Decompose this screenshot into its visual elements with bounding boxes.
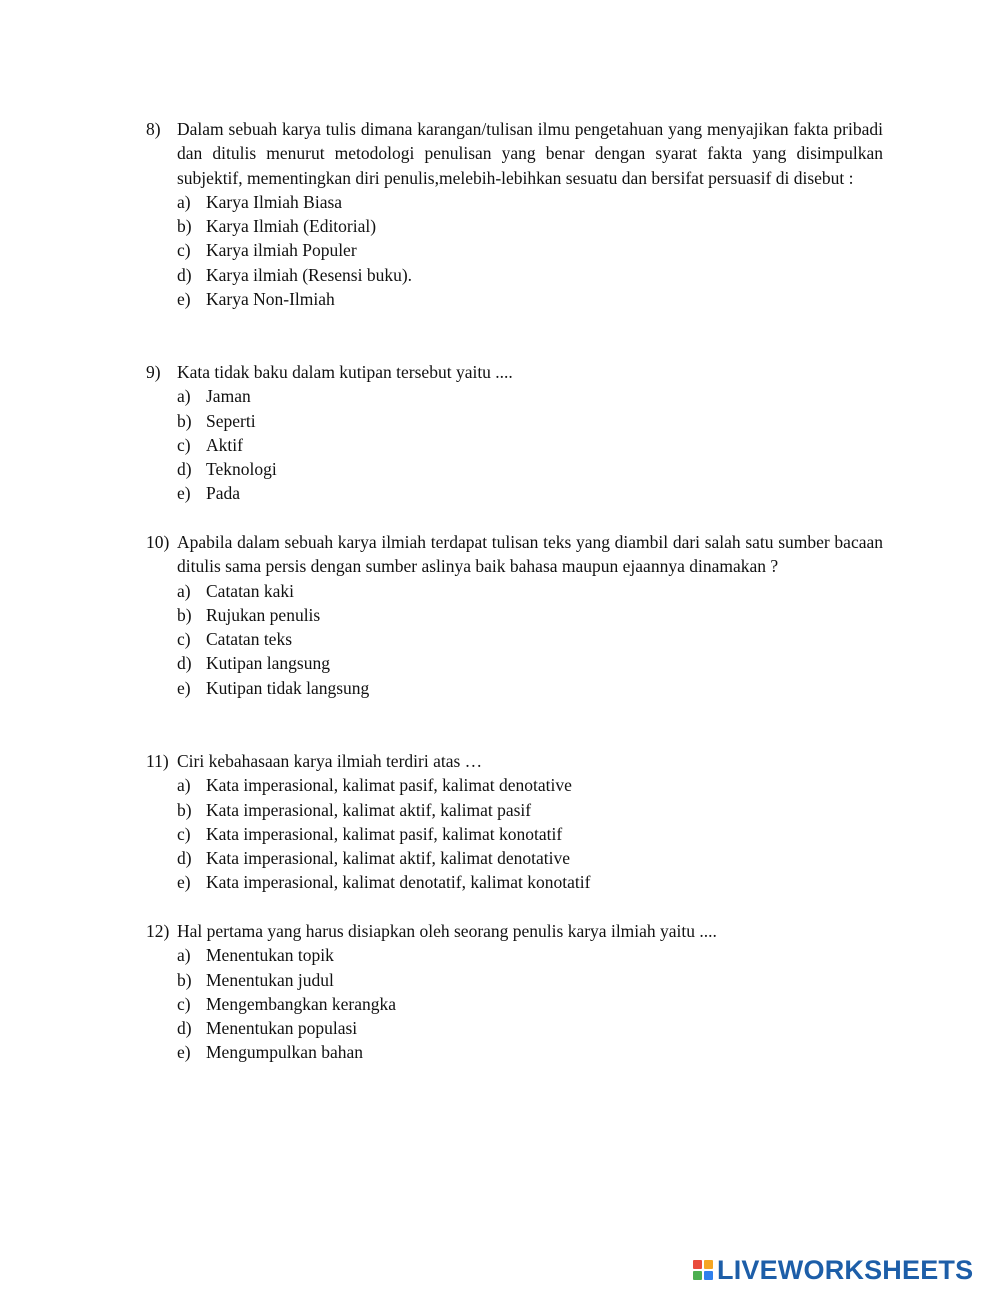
logo-block-red (693, 1260, 702, 1269)
question-text: Kata tidak baku dalam kutipan tersebut yaitu .... (177, 362, 513, 382)
option-a[interactable] (177, 579, 883, 603)
option-text: Karya Ilmiah (Editorial) (206, 216, 377, 237)
question-9 (146, 360, 883, 506)
question-number: 11) (146, 751, 169, 771)
question-number: 10) (146, 532, 170, 552)
liveworksheets-logo (693, 1255, 973, 1285)
option-b[interactable] (177, 968, 883, 992)
option-e[interactable] (177, 676, 883, 700)
option-text: Mengumpulkan bahan (206, 1042, 363, 1063)
option-letter: e) (177, 483, 191, 504)
option-letter: e) (177, 872, 191, 893)
logo-block-green (693, 1271, 702, 1280)
option-letter: e) (177, 1042, 191, 1063)
option-text: Karya ilmiah Populer (206, 240, 357, 261)
question-number: 8) (146, 119, 161, 139)
option-letter: b) (177, 410, 192, 431)
option-text: Rujukan penulis (206, 604, 321, 625)
option-letter: d) (177, 459, 192, 480)
question-text: Dalam sebuah karya tulis dimana karangan/tulisan ilmu pengetahuan yang menyajikan fakta pribadi dan ditulis menurut metodologi penulisan yang benar dengan syarat fakta yang disimpulkan subjektif, mementingkan diri penulis,melebih-lebihkan sesuatu dan bersifat persuasif di disebut : (177, 119, 883, 188)
option-letter: c) (177, 993, 191, 1014)
question-10 (146, 530, 883, 700)
question-text: Ciri kebahasaan karya ilmiah terdiri atas … (177, 751, 483, 771)
option-letter: d) (177, 264, 192, 285)
logo-block-blue (704, 1271, 713, 1280)
option-e[interactable] (177, 870, 883, 894)
question-8 (146, 117, 883, 311)
option-c[interactable] (177, 627, 883, 651)
question-number: 9) (146, 362, 161, 382)
option-d[interactable] (177, 651, 883, 675)
option-letter: d) (177, 848, 192, 869)
option-list (177, 384, 883, 505)
option-text: Karya Ilmiah Biasa (206, 191, 343, 212)
option-letter: b) (177, 216, 192, 237)
option-text: Menentukan populasi (206, 1018, 358, 1039)
option-letter: c) (177, 240, 191, 261)
option-text: Menentukan topik (206, 945, 334, 966)
option-list (177, 773, 883, 894)
option-e[interactable] (177, 481, 883, 505)
option-a[interactable] (177, 773, 883, 797)
option-letter: b) (177, 969, 192, 990)
option-letter: d) (177, 1018, 192, 1039)
option-letter: a) (177, 945, 191, 966)
option-letter: a) (177, 191, 191, 212)
option-text: Kata imperasional, kalimat denotatif, kalimat konotatif (206, 872, 591, 893)
option-c[interactable] (177, 433, 883, 457)
option-d[interactable] (177, 846, 883, 870)
option-text: Jaman (206, 386, 251, 407)
option-c[interactable] (177, 822, 883, 846)
option-d[interactable] (177, 1016, 883, 1040)
logo-text: LIVEWORKSHEETS (717, 1255, 974, 1285)
option-text: Kata imperasional, kalimat aktif, kalimat pasif (206, 799, 532, 820)
question-text: Hal pertama yang harus disiapkan oleh seorang penulis karya ilmiah yaitu .... (177, 921, 717, 941)
option-letter: e) (177, 289, 191, 310)
option-letter: c) (177, 823, 191, 844)
option-text: Aktif (206, 434, 243, 455)
option-list (177, 943, 883, 1064)
option-b[interactable] (177, 409, 883, 433)
option-letter: c) (177, 434, 191, 455)
option-b[interactable] (177, 798, 883, 822)
logo-block-orange (704, 1260, 713, 1269)
option-d[interactable] (177, 457, 883, 481)
option-letter: a) (177, 386, 191, 407)
option-letter: a) (177, 775, 191, 796)
option-b[interactable] (177, 214, 883, 238)
option-text: Pada (206, 483, 241, 504)
option-letter: c) (177, 629, 191, 650)
option-letter: a) (177, 580, 191, 601)
option-a[interactable] (177, 384, 883, 408)
option-text: Kutipan tidak langsung (206, 677, 370, 698)
option-letter: d) (177, 653, 192, 674)
option-text: Seperti (206, 410, 256, 431)
option-letter: b) (177, 799, 192, 820)
option-text: Teknologi (206, 459, 277, 480)
option-text: Mengembangkan kerangka (206, 993, 396, 1014)
option-b[interactable] (177, 603, 883, 627)
question-11 (146, 749, 883, 895)
option-e[interactable] (177, 287, 883, 311)
option-letter: e) (177, 677, 191, 698)
question-text: Apabila dalam sebuah karya ilmiah terdapat tulisan teks yang diambil dari salah satu sumber bacaan ditulis sama persis dengan sumber aslinya baik bahasa maupun ejaannya dinamakan ? (177, 532, 883, 577)
option-text: Karya ilmiah (Resensi buku). (206, 264, 413, 285)
option-text: Catatan teks (206, 629, 293, 650)
option-text: Kutipan langsung (206, 653, 330, 674)
option-a[interactable] (177, 190, 883, 214)
option-c[interactable] (177, 992, 883, 1016)
option-text: Kata imperasional, kalimat pasif, kalimat konotatif (206, 823, 563, 844)
question-12 (146, 919, 883, 1065)
question-number: 12) (146, 921, 170, 941)
logo-blocks-icon (693, 1260, 713, 1280)
option-list (177, 579, 883, 700)
option-text: Kata imperasional, kalimat pasif, kalimat denotative (206, 775, 572, 796)
option-text: Kata imperasional, kalimat aktif, kalimat denotative (206, 848, 570, 869)
option-text: Menentukan judul (206, 969, 334, 990)
option-text: Karya Non-Ilmiah (206, 289, 335, 310)
option-c[interactable] (177, 238, 883, 262)
option-d[interactable] (177, 263, 883, 287)
option-e[interactable] (177, 1040, 883, 1064)
option-letter: b) (177, 604, 192, 625)
option-text: Catatan kaki (206, 580, 294, 601)
option-list (177, 190, 883, 311)
option-a[interactable] (177, 943, 883, 967)
